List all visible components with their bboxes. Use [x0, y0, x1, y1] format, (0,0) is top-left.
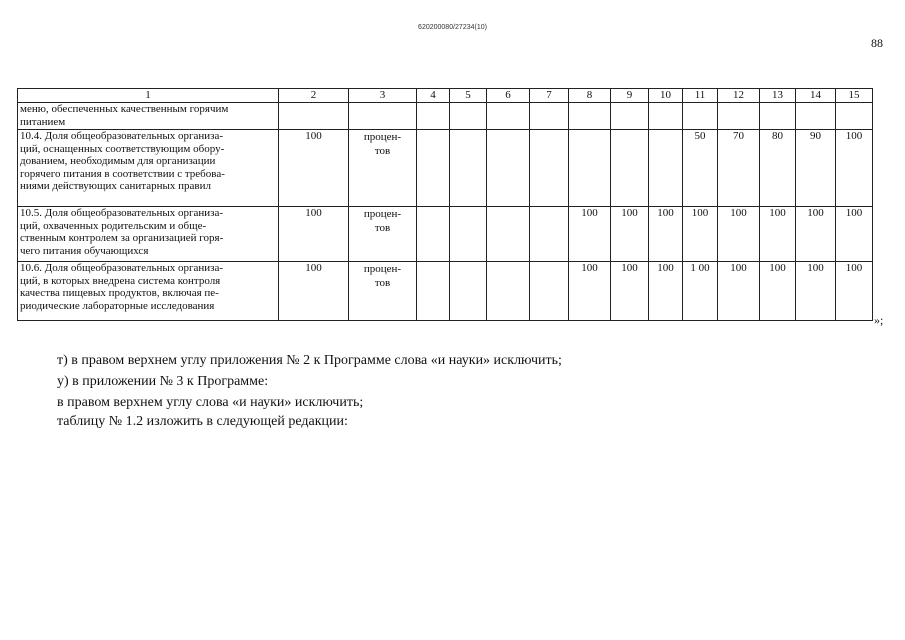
unit-cell: процен- тов	[349, 207, 417, 262]
indicator-description	[18, 130, 279, 207]
base-value-cell	[279, 103, 349, 130]
value-cell: 90	[796, 130, 836, 207]
col-header: 4	[417, 89, 450, 103]
paragraph-item-t: т) в правом верхнем углу приложения № 2 к Программе слова «и науки» исключить;	[57, 353, 562, 368]
value-cell	[450, 262, 487, 321]
value-cell: 1 00	[683, 262, 718, 321]
value-cell: 100	[796, 262, 836, 321]
col-header: 1	[18, 89, 279, 103]
description-line: горячего питания в соответствии с требова-	[20, 167, 225, 180]
description-line: качества пищевых продуктов, включая пе-	[20, 287, 219, 299]
value-cell	[450, 207, 487, 262]
value-cell	[796, 103, 836, 130]
value-cell	[450, 130, 487, 207]
description-line: ций, охваченных родительским и обще-	[20, 219, 207, 232]
value-cell: 100	[611, 207, 649, 262]
value-cell: 100	[836, 262, 873, 321]
col-header: 7	[530, 89, 569, 103]
description-line: 10.5. Доля общеобразовательных организа-	[20, 207, 224, 219]
base-value-cell: 100	[279, 262, 349, 321]
col-header: 9	[611, 89, 649, 103]
value-cell: 50	[683, 130, 718, 207]
indicators-table	[17, 88, 873, 321]
description-line: ственным контролем за организацией горя-	[20, 232, 224, 244]
value-cell: 100	[796, 207, 836, 262]
value-cell	[417, 130, 450, 207]
value-cell	[487, 262, 530, 321]
description-line: ниями действующих санитарных правил	[20, 180, 211, 192]
description-line: риодические лабораторные исследования	[20, 299, 215, 312]
indicator-description	[18, 262, 279, 321]
value-cell	[718, 103, 760, 130]
value-cell: 100	[611, 262, 649, 321]
table-row	[18, 207, 873, 262]
description-line: меню, обеспеченных качественным горячим	[20, 103, 229, 115]
value-cell: 70	[718, 130, 760, 207]
description-line: ций, в которых внедрена система контроля	[20, 274, 221, 287]
value-cell	[417, 262, 450, 321]
col-header: 6	[487, 89, 530, 103]
closing-quote: »;	[874, 313, 884, 327]
value-cell: 100	[836, 130, 873, 207]
table-row	[18, 262, 873, 321]
value-cell	[530, 262, 569, 321]
page-number: 88	[871, 36, 883, 50]
unit-cell: процен- тов	[349, 262, 417, 321]
value-cell	[683, 103, 718, 130]
col-header: 13	[760, 89, 796, 103]
indicator-description	[18, 207, 279, 262]
value-cell	[487, 103, 530, 130]
value-cell: 100	[836, 207, 873, 262]
value-cell	[760, 103, 796, 130]
value-cell	[450, 103, 487, 130]
table-row	[18, 130, 873, 207]
col-header: 5	[450, 89, 487, 103]
description-line: дованием, необходимым для организации	[20, 155, 216, 167]
value-cell: 100	[718, 262, 760, 321]
value-cell	[530, 207, 569, 262]
document-id: 620200080/27234(10)	[418, 24, 487, 31]
value-cell: 100	[760, 207, 796, 262]
value-cell	[417, 207, 450, 262]
value-cell: 80	[760, 130, 796, 207]
col-header: 3	[349, 89, 417, 103]
value-cell: 100	[649, 262, 683, 321]
value-cell	[417, 103, 450, 130]
paragraph-item-u: у) в приложении № 3 к Программе:	[57, 374, 269, 389]
value-cell	[649, 103, 683, 130]
value-cell	[611, 103, 649, 130]
col-header: 8	[569, 89, 611, 103]
value-cell	[487, 207, 530, 262]
paragraph-remove-words: в правом верхнем углу слова «и науки» исключить;	[57, 395, 364, 410]
value-cell	[569, 130, 611, 207]
header-row	[18, 89, 873, 103]
description-line: 10.6. Доля общеобразовательных организа-	[20, 262, 224, 274]
value-cell	[530, 130, 569, 207]
col-header: 15	[836, 89, 873, 103]
col-header: 10	[649, 89, 683, 103]
value-cell: 100	[569, 262, 611, 321]
description-line: 10.4. Доля общеобразовательных организа-	[20, 130, 224, 142]
base-value-cell: 100	[279, 130, 349, 207]
col-header: 12	[718, 89, 760, 103]
table-row	[18, 103, 873, 130]
value-cell: 100	[760, 262, 796, 321]
value-cell	[836, 103, 873, 130]
description-line: питанием	[20, 115, 66, 128]
value-cell	[530, 103, 569, 130]
value-cell	[611, 130, 649, 207]
indicator-description	[18, 103, 279, 130]
description-line: чего питания обучающихся	[20, 244, 149, 257]
paragraph-table-note: таблицу № 1.2 изложить в следующей редакции:	[57, 414, 348, 429]
value-cell	[487, 130, 530, 207]
col-header: 14	[796, 89, 836, 103]
unit-cell	[349, 103, 417, 130]
description-line: ций, оснащенных соответствующим обору-	[20, 142, 225, 155]
base-value-cell: 100	[279, 207, 349, 262]
col-header: 11	[683, 89, 718, 103]
value-cell: 100	[649, 207, 683, 262]
col-header: 2	[279, 89, 349, 103]
unit-cell: процен- тов	[349, 130, 417, 207]
value-cell: 100	[569, 207, 611, 262]
value-cell: 100	[683, 207, 718, 262]
value-cell: 100	[718, 207, 760, 262]
value-cell	[569, 103, 611, 130]
value-cell	[649, 130, 683, 207]
